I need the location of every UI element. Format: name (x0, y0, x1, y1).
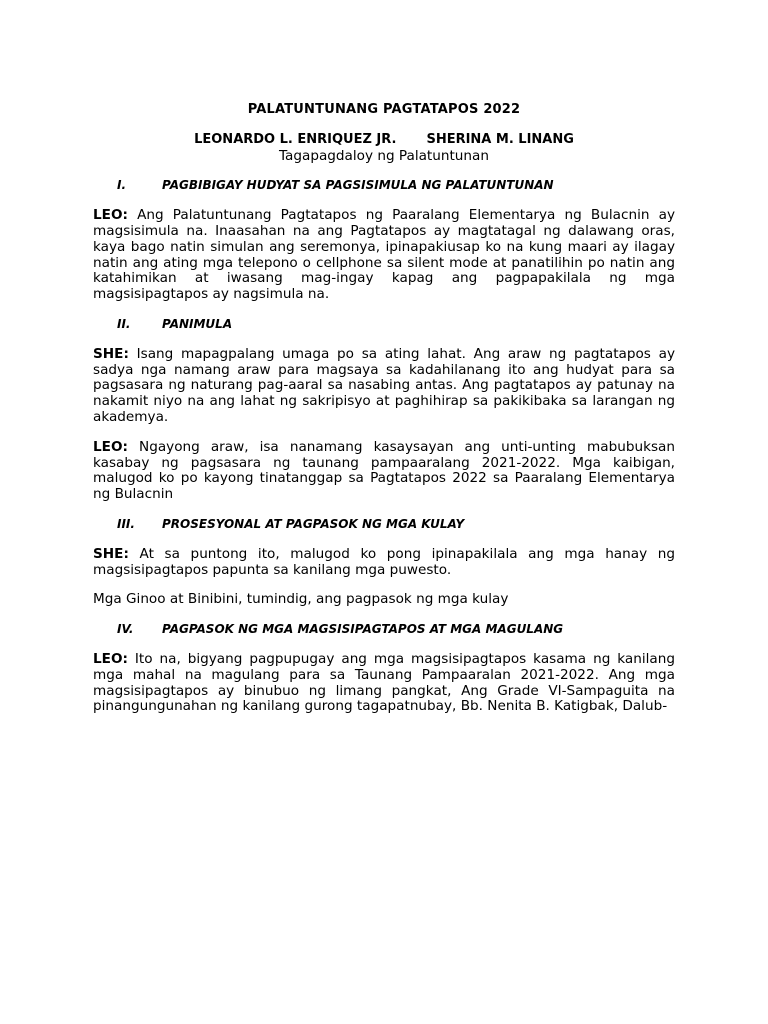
speaker-label: LEO: (93, 438, 128, 455)
paragraph-text: Ito na, bigyang pagpupugay ang mga magsisipagtapos kasama ng kanilang mga mahal na magulang para sa Taunang Pampaaralan 2021-2022. Ang mga magsisipagtapos ay binubuo ng limang pangkat, Ang Grade VI-Sampaguita na pinangungunahan ng kanilang gurong tagapatnubay, Bb. Nenita B. Katigbak, Dalub- (93, 650, 675, 715)
document-subtitle: Tagapagdaloy ng Palatuntunan (278, 147, 489, 164)
section-title: PAGPASOK NG MGA MAGSISIPAGTAPOS AT MGA MAGULANG (162, 622, 564, 637)
paragraph-6 (93, 652, 675, 715)
paragraph-text: Ang Palatuntunang Pagtatapos ng Paaralang Elementarya ng Bulacnin ay magsisimula na. Inaasahan na ang Pagtatapos ay magtatagal ng dalawang oras, kaya bago natin simulan ang seremonya, ipinapakiusap ko na kung maari ay ilagay natin ang ating mga telepono o cellphone sa silent mode at panatilihin po natin ang katahimikan at iwasang mag-ingay kapag ang pagpapakilala ng mga magsisipagtapos ay nagsimula na. (93, 207, 675, 303)
host-name-she: SHERINA M. LINANG (426, 131, 574, 147)
section-title: PROSESYONAL AT PAGPASOK NG MGA KULAY (162, 516, 465, 531)
section-number: IV. (117, 622, 134, 637)
host-name-leo: LEONARDO L. ENRIQUEZ JR. (194, 131, 397, 147)
paragraph-4 (93, 547, 675, 579)
speaker-label: SHE: (93, 545, 129, 562)
paragraph-text: At sa puntong ito, malugod ko pong ipinapakilala ang mga hanay ng magsisipagtapos papunta sa kanilang mga puwesto. (93, 545, 675, 578)
paragraph-text: Ngayong araw, isa nanamang kasaysayan ang unti-unting mabubuksan kasabay ng pagsasara ng taunang pampaaralang 2021-2022. Mga kaibigan, malugod ko po kayong tinatanggap sa Pagtatapos 2022 sa Paaralang Elementarya ng Bulacnin (93, 438, 675, 503)
section-heading-4 (93, 622, 675, 638)
paragraph-text: Mga Ginoo at Binibini, tumindig, ang pagpasok ng mga kulay (93, 591, 509, 608)
section-heading-2 (93, 317, 675, 333)
speaker-label: LEO: (93, 650, 128, 667)
section-number: III. (117, 516, 135, 531)
section-heading-1 (93, 178, 675, 194)
section-title: PANIMULA (162, 316, 233, 331)
section-heading-3 (93, 517, 675, 533)
speaker-label: LEO: (93, 207, 128, 224)
speaker-label: SHE: (93, 345, 129, 362)
paragraph-5 (93, 592, 675, 608)
host-names (93, 132, 675, 148)
section-number: I. (117, 178, 127, 193)
paragraph-3 (93, 440, 675, 503)
paragraph-2 (93, 347, 675, 426)
section-title: PAGBIBIGAY HUDYAT SA PAGSISIMULA NG PALATUNTUNAN (162, 178, 554, 193)
section-number: II. (117, 316, 131, 331)
paragraph-1 (93, 208, 675, 303)
paragraph-text: Isang mapagpalang umaga po sa ating lahat. Ang araw ng pagtatapos ay sadya nga namang araw para magsaya sa kadahilanang ito ang hudyat para sa pagsasara ng naturang pag-aaral sa nasabing antas. Ang pagtatapos ay patunay na nakamit niyo na ang lahat ng sakripisyo at paghihirap sa pakikibaka sa larangan ng akademya. (93, 345, 675, 425)
document-title: PALATUNTUNANG PAGTATAPOS 2022 (247, 102, 521, 117)
